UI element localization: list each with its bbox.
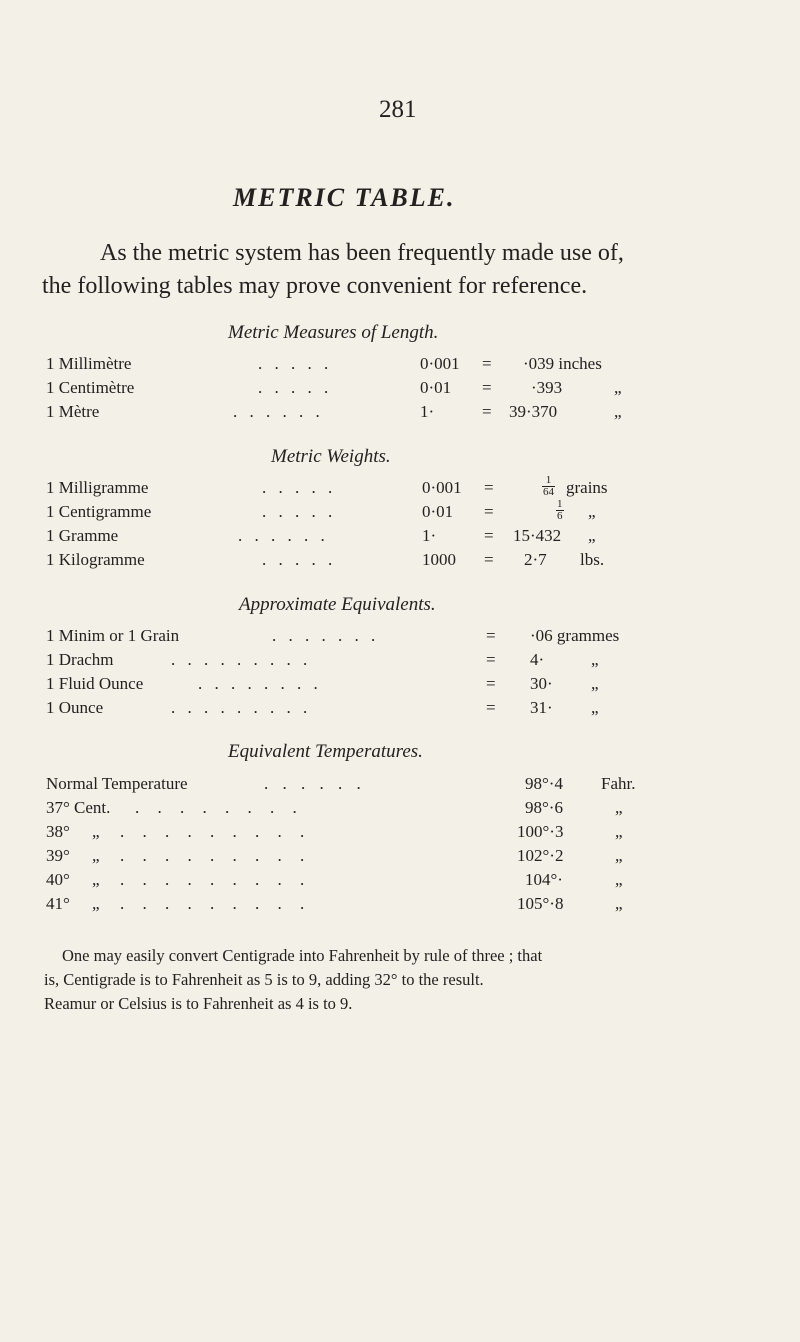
fahrenheit-unit: Fahr. [601,774,636,793]
ditto-mark: „ [615,870,623,889]
equivalent-value: 2·7 [524,550,547,569]
metric-value: 0·01 [420,378,452,397]
equivalent-value: 39·370 [509,402,558,421]
equivalent-value: 15·432 [513,526,562,545]
fahrenheit-value: 105°·8 [517,894,564,913]
metric-value: 0·001 [420,354,460,373]
equals-sign: = [484,550,494,569]
ditto-mark: „ [92,894,100,913]
leader-dots: . . . . . . . [272,626,380,645]
equivalent-value: ·06 grammes [530,626,620,645]
ditto-mark: „ [591,650,599,669]
unit-name: 1 Millimètre [46,354,132,373]
fahrenheit-value: 104°· [525,870,563,889]
leader-dots: . . . . . [258,354,333,373]
unit-name: 1 Minim or 1 Grain [46,626,180,645]
metric-value: 1000 [422,550,456,569]
ditto-mark: „ [92,870,100,889]
equals-sign: = [484,478,494,497]
leader-dots: . . . . . . [238,526,329,545]
temperature-table-title: Equivalent Temperatures. [228,741,423,762]
unit-name: 1 Mètre [46,402,100,421]
fahrenheit-value: 102°·2 [517,846,564,865]
intro-line-1: As the metric system has been frequently made use of, [100,240,624,266]
fraction: $\frac{1}{64}$ [543,474,554,498]
equals-sign: = [486,650,496,669]
equals-sign: = [484,502,494,521]
leader-dots: . . . . . . . . . [120,846,312,865]
leader-dots: . . . . . . . . . [120,822,312,841]
equivalent-value: 30· [530,674,553,693]
fraction: $\frac{1}{6}$ [557,498,563,522]
fahrenheit-value: 98°·6 [525,798,563,817]
temperature-label: Normal Temperature [46,774,188,793]
equals-sign: = [486,674,496,693]
equals-sign: = [482,354,492,373]
equals-sign: = [484,526,494,545]
leader-dots: . . . . . . . . . [120,870,312,889]
fahrenheit-value: 100°·3 [517,822,564,841]
leader-dots: . . . . . [258,378,333,397]
temperature-label: 39° [46,846,70,865]
metric-value: 0·01 [422,502,454,521]
intro-line-2: the following tables may prove convenient for reference. [42,273,588,299]
unit-name: 1 Gramme [46,526,119,545]
unit-name: 1 Ounce [46,698,104,717]
metric-value: 1· [420,402,435,421]
fahrenheit-value: 98°·4 [525,774,563,793]
unit-name: 1 Centimètre [46,378,135,397]
leader-dots: . . . . . . . . . [120,894,312,913]
leader-dots: . . . . . . . . . [171,650,312,669]
leader-dots: . . . . . . . . [198,674,322,693]
ditto-mark: „ [588,526,596,545]
ditto-mark: „ [615,822,623,841]
equals-sign: = [482,402,492,421]
unit-name: 1 Kilogramme [46,550,145,569]
leader-dots: . . . . . . [233,402,324,421]
equals-sign: = [482,378,492,397]
equivalent-unit: lbs. [580,550,605,569]
metric-value: 0·001 [422,478,462,497]
temperature-label: 38° [46,822,70,841]
ditto-mark: „ [591,698,599,717]
equivalent-value: 31· [530,698,553,717]
leader-dots: . . . . . [262,502,337,521]
temperature-label: 37° Cent. [46,798,111,817]
temperature-label: 40° [46,870,70,889]
equals-sign: = [486,698,496,717]
unit-name: 1 Fluid Ounce [46,674,144,693]
leader-dots: . . . . . . . . . [171,698,312,717]
page-title: METRIC TABLE. [233,183,456,212]
equivalent-value: ·039 inches [523,354,602,373]
note-line-1: One may easily convert Centigrade into Fahrenheit by rule of three ; that [62,946,543,965]
note-line-2: is, Centigrade is to Fahrenheit as 5 is to 9, adding 32° to the result. [44,970,484,989]
ditto-mark: „ [92,822,100,841]
weights-table-title: Metric Weights. [271,446,391,467]
approx-table-title: Approximate Equivalents. [239,594,436,615]
page-number: 281 [379,96,417,123]
ditto-mark: „ [615,894,623,913]
unit-name: 1 Centigramme [46,502,152,521]
leader-dots: . . . . . [262,550,337,569]
ditto-mark: „ [614,402,622,421]
equals-sign: = [486,626,496,645]
equivalent-unit: grains [566,478,608,497]
metric-value: 1· [422,526,437,545]
note-line-3: Reamur or Celsius is to Fahrenheit as 4 is to 9. [44,994,353,1013]
ditto-mark: „ [615,846,623,865]
equivalent-value: 4· [530,650,545,669]
equivalent-value: ·393 [531,378,563,397]
ditto-mark: „ [591,674,599,693]
ditto-mark: „ [92,846,100,865]
ditto-mark: „ [588,502,596,521]
unit-name: 1 Drachm [46,650,114,669]
ditto-mark: „ [614,378,622,397]
unit-name: 1 Milligramme [46,478,149,497]
temperature-label: 41° [46,894,70,913]
ditto-mark: „ [615,798,623,817]
length-table-title: Metric Measures of Length. [228,322,439,343]
leader-dots: . . . . . . . . [135,798,304,817]
leader-dots: . . . . . . [264,774,366,793]
leader-dots: . . . . . [262,478,337,497]
